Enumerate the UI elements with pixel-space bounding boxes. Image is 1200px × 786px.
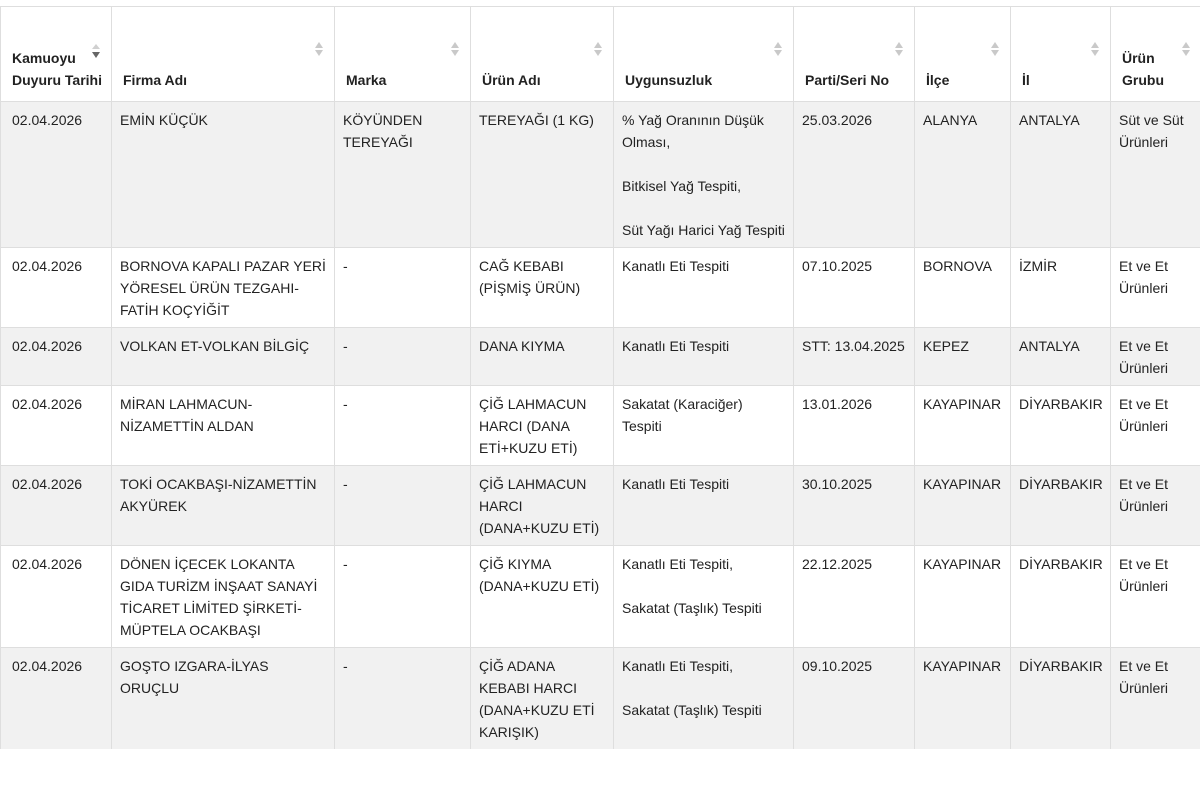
table-cell-parti: 07.10.2025 [794,248,915,328]
header-row [1,7,1200,102]
table-cell-ilce: KAYAPINAR [915,546,1011,648]
column-header-product-group[interactable] [1111,7,1200,102]
table-row [1,328,1200,386]
column-header-brand[interactable] [335,7,471,102]
column-header-label: Kamuoyu Duyuru Tarihi [12,50,102,88]
sort-icon[interactable] [894,41,904,57]
table-cell-urun: DANA KIYMA [471,328,614,386]
column-header-batch[interactable] [794,7,915,102]
column-header-date[interactable] [1,7,112,102]
recall-table [0,6,1200,749]
nonconformity-item: Kanatlı Eti Tespiti [622,338,730,354]
table-cell-urun: ÇİĞ LAHMACUN HARCI (DANA ETİ+KUZU ETİ) [471,386,614,466]
table-row [1,466,1200,546]
table-cell-il: DİYARBAKIR [1011,466,1111,546]
table-cell-il: DİYARBAKIR [1011,546,1111,648]
column-header-label: Ürün Adı [482,72,541,88]
nonconformity-item: Sakatat (Karaciğer) Tespiti [622,396,743,434]
nonconformity-item: Kanatlı Eti Tespiti [622,258,730,274]
table-row [1,102,1200,248]
sort-icon[interactable] [593,41,603,57]
table-cell-firma: EMİN KÜÇÜK [112,102,335,248]
table-cell-marka: - [335,386,471,466]
table-cell-firma: DÖNEN İÇECEK LOKANTA GIDA TURİZM İNŞAAT SANAYİ TİCARET LİMİTED ŞİRKETİ-MÜPTELA OCAKBAŞI [112,546,335,648]
sort-descending-icon[interactable] [91,43,101,59]
table-cell-ilce: KAYAPINAR [915,648,1011,750]
nonconformity-item: Kanatlı Eti Tespiti [622,476,730,492]
table-cell-tarih: 02.04.2026 [1,386,112,466]
column-header-label: Uygunsuzluk [625,72,713,88]
table-cell-grup: Et ve Et Ürünleri [1111,466,1200,546]
nonconformity-item: Kanatlı Eti Tespiti, [622,556,734,572]
table-cell-ilce: KEPEZ [915,328,1011,386]
table-cell-grup: Süt ve Süt Ürünleri [1111,102,1200,248]
column-header-label: İlçe [926,72,950,88]
table-cell-parti: 22.12.2025 [794,546,915,648]
table-cell-parti: 09.10.2025 [794,648,915,750]
table-cell-tarih: 02.04.2026 [1,328,112,386]
table-cell-marka: - [335,466,471,546]
table-cell-uygunsuzluk [614,102,794,248]
table-cell-urun: ÇİĞ LAHMACUN HARCI (DANA+KUZU ETİ) [471,466,614,546]
table-cell-firma: GOŞTO IZGARA-İLYAS ORUÇLU [112,648,335,750]
table-cell-marka: - [335,248,471,328]
table-cell-il: ANTALYA [1011,328,1111,386]
table-cell-ilce: KAYAPINAR [915,386,1011,466]
column-header-province[interactable] [1011,7,1111,102]
table-cell-parti: STT: 13.04.2025 [794,328,915,386]
column-header-district[interactable] [915,7,1011,102]
table-cell-tarih: 02.04.2026 [1,248,112,328]
nonconformity-item: % Yağ Oranının Düşük Olması, [622,112,764,150]
nonconformity-item: Kanatlı Eti Tespiti, [622,658,734,674]
table-cell-uygunsuzluk [614,386,794,466]
column-header-nonconformity[interactable] [614,7,794,102]
table-cell-grup: Et ve Et Ürünleri [1111,328,1200,386]
table-cell-uygunsuzluk [614,648,794,750]
table-cell-uygunsuzluk [614,546,794,648]
table-cell-grup: Et ve Et Ürünleri [1111,248,1200,328]
table-body [1,102,1200,750]
table-cell-tarih: 02.04.2026 [1,466,112,546]
table-cell-ilce: ALANYA [915,102,1011,248]
table-cell-firma: MİRAN LAHMACUN-NİZAMETTİN ALDAN [112,386,335,466]
sort-icon[interactable] [1181,41,1191,57]
table-cell-parti: 30.10.2025 [794,466,915,546]
table-cell-marka: - [335,648,471,750]
column-header-company[interactable] [112,7,335,102]
sort-icon[interactable] [990,41,1000,57]
table-cell-uygunsuzluk [614,248,794,328]
nonconformity-item: Bitkisel Yağ Tespiti, [622,178,742,194]
sort-icon[interactable] [1090,41,1100,57]
column-header-label: İl [1022,72,1030,88]
table-cell-tarih: 02.04.2026 [1,648,112,750]
table-row [1,648,1200,750]
table-cell-grup: Et ve Et Ürünleri [1111,386,1200,466]
column-header-label: Parti/Seri No [805,72,890,88]
nonconformity-item: Sakatat (Taşlık) Tespiti [622,600,762,616]
table-cell-tarih: 02.04.2026 [1,546,112,648]
table-cell-urun: TEREYAĞI (1 KG) [471,102,614,248]
column-header-label: Marka [346,72,387,88]
column-header-label: Ürün Grubu [1122,50,1164,88]
table-cell-firma: BORNOVA KAPALI PAZAR YERİ YÖRESEL ÜRÜN TEZGAHI-FATİH KOÇYİĞİT [112,248,335,328]
table-cell-marka: KÖYÜNDEN TEREYAĞI [335,102,471,248]
table-cell-il: İZMİR [1011,248,1111,328]
table-cell-marka: - [335,546,471,648]
table-cell-grup: Et ve Et Ürünleri [1111,546,1200,648]
table-cell-il: DİYARBAKIR [1011,648,1111,750]
table-cell-urun: ÇİĞ ADANA KEBABI HARCI (DANA+KUZU ETİ KARIŞIK) [471,648,614,750]
table-cell-uygunsuzluk [614,328,794,386]
column-header-product[interactable] [471,7,614,102]
table-cell-urun: CAĞ KEBABI (PİŞMİŞ ÜRÜN) [471,248,614,328]
table-cell-il: DİYARBAKIR [1011,386,1111,466]
sort-icon[interactable] [773,41,783,57]
table-row [1,248,1200,328]
table-cell-ilce: BORNOVA [915,248,1011,328]
nonconformity-item: Süt Yağı Harici Yağ Tespiti [622,222,785,238]
table-cell-il: ANTALYA [1011,102,1111,248]
table-cell-firma: TOKİ OCAKBAŞI-NİZAMETTİN AKYÜREK [112,466,335,546]
table-cell-uygunsuzluk [614,466,794,546]
column-header-label: Firma Adı [123,72,188,88]
table-cell-marka: - [335,328,471,386]
table-container [0,6,1200,749]
table-cell-parti: 13.01.2026 [794,386,915,466]
table-cell-parti: 25.03.2026 [794,102,915,248]
sort-icon[interactable] [314,41,324,57]
table-cell-ilce: KAYAPINAR [915,466,1011,546]
table-cell-urun: ÇİĞ KIYMA (DANA+KUZU ETİ) [471,546,614,648]
table-row [1,546,1200,648]
table-cell-tarih: 02.04.2026 [1,102,112,248]
table-row [1,386,1200,466]
table-cell-grup: Et ve Et Ürünleri [1111,648,1200,750]
table-cell-firma: VOLKAN ET-VOLKAN BİLGİÇ [112,328,335,386]
nonconformity-item: Sakatat (Taşlık) Tespiti [622,702,762,718]
sort-icon[interactable] [450,41,460,57]
